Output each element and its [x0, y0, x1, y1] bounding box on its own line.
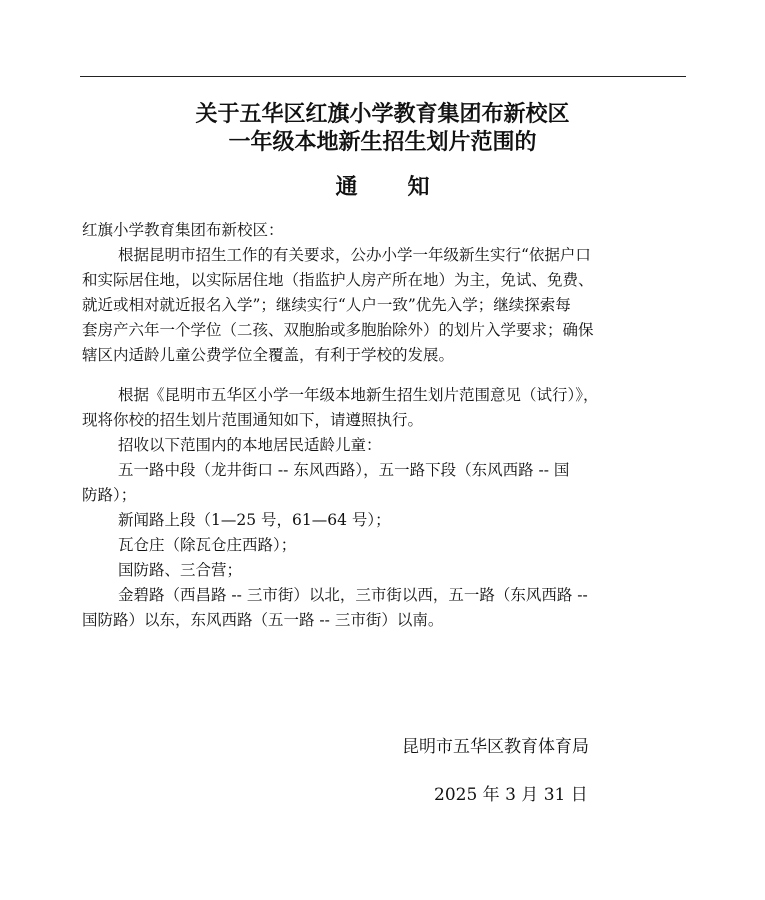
document-subtitle: 通知: [335, 174, 480, 200]
issue-date: 2025 年 3 月 31 日: [434, 785, 588, 805]
zone-item: 五一路中段（龙井街口 -- 东风西路），五一路下段（东风西路 -- 国: [118, 461, 570, 479]
text-line: 和实际居住地，以实际居住地（指监护人房产所在地）为主，免试、免费、: [82, 271, 594, 289]
text-line: 套房产六年一个学位（二孩、双胞胎或多胞胎除外）的划片入学要求；确保: [82, 321, 594, 339]
text-line: 根据《昆明市五华区小学一年级本地新生招生划片范围意见（试行）》，: [118, 386, 599, 404]
zone-item-continued: 防路）；: [82, 486, 137, 504]
zone-item: 瓦仓庄（除瓦仓庄西路）；: [118, 536, 297, 554]
zone-item: 国防路、三合营；: [118, 561, 243, 579]
zone-item: 新闻路上段（1—25 号，61—64 号）；: [118, 511, 391, 529]
text-line: 根据昆明市招生工作的有关要求，公办小学一年级新生实行“依据户口: [118, 246, 591, 264]
text-line: 就近或相对就近报名入学”；继续实行“人户一致”优先入学；继续探索每: [82, 296, 571, 314]
salutation: 红旗小学教育集团布新校区：: [82, 221, 284, 239]
text-line: 现将你校的招生划片范围通知如下，请遵照执行。: [82, 411, 424, 429]
issuer-signature: 昆明市五华区教育体育局: [402, 737, 589, 757]
document-title-line-2: 一年级本地新生招生划片范围的: [228, 129, 537, 155]
paragraph-requirements: [82, 243, 688, 368]
paragraph-zoning-scope: [82, 383, 688, 633]
header-divider: [80, 76, 686, 77]
zone-item-continued: 国防路）以东，东风西路（五一路 -- 三市街）以南。: [82, 611, 444, 629]
zone-item: 金碧路（西昌路 -- 三市街）以北，三市街以西，五一路（东风西路 --: [118, 586, 588, 604]
text-line: 辖区内适龄儿童公费学位全覆盖，有利于学校的发展。: [82, 346, 455, 364]
text-line: 招收以下范围内的本地居民适龄儿童：: [118, 436, 382, 454]
document-title-line-1: 关于五华区红旗小学教育集团布新校区: [195, 101, 570, 127]
